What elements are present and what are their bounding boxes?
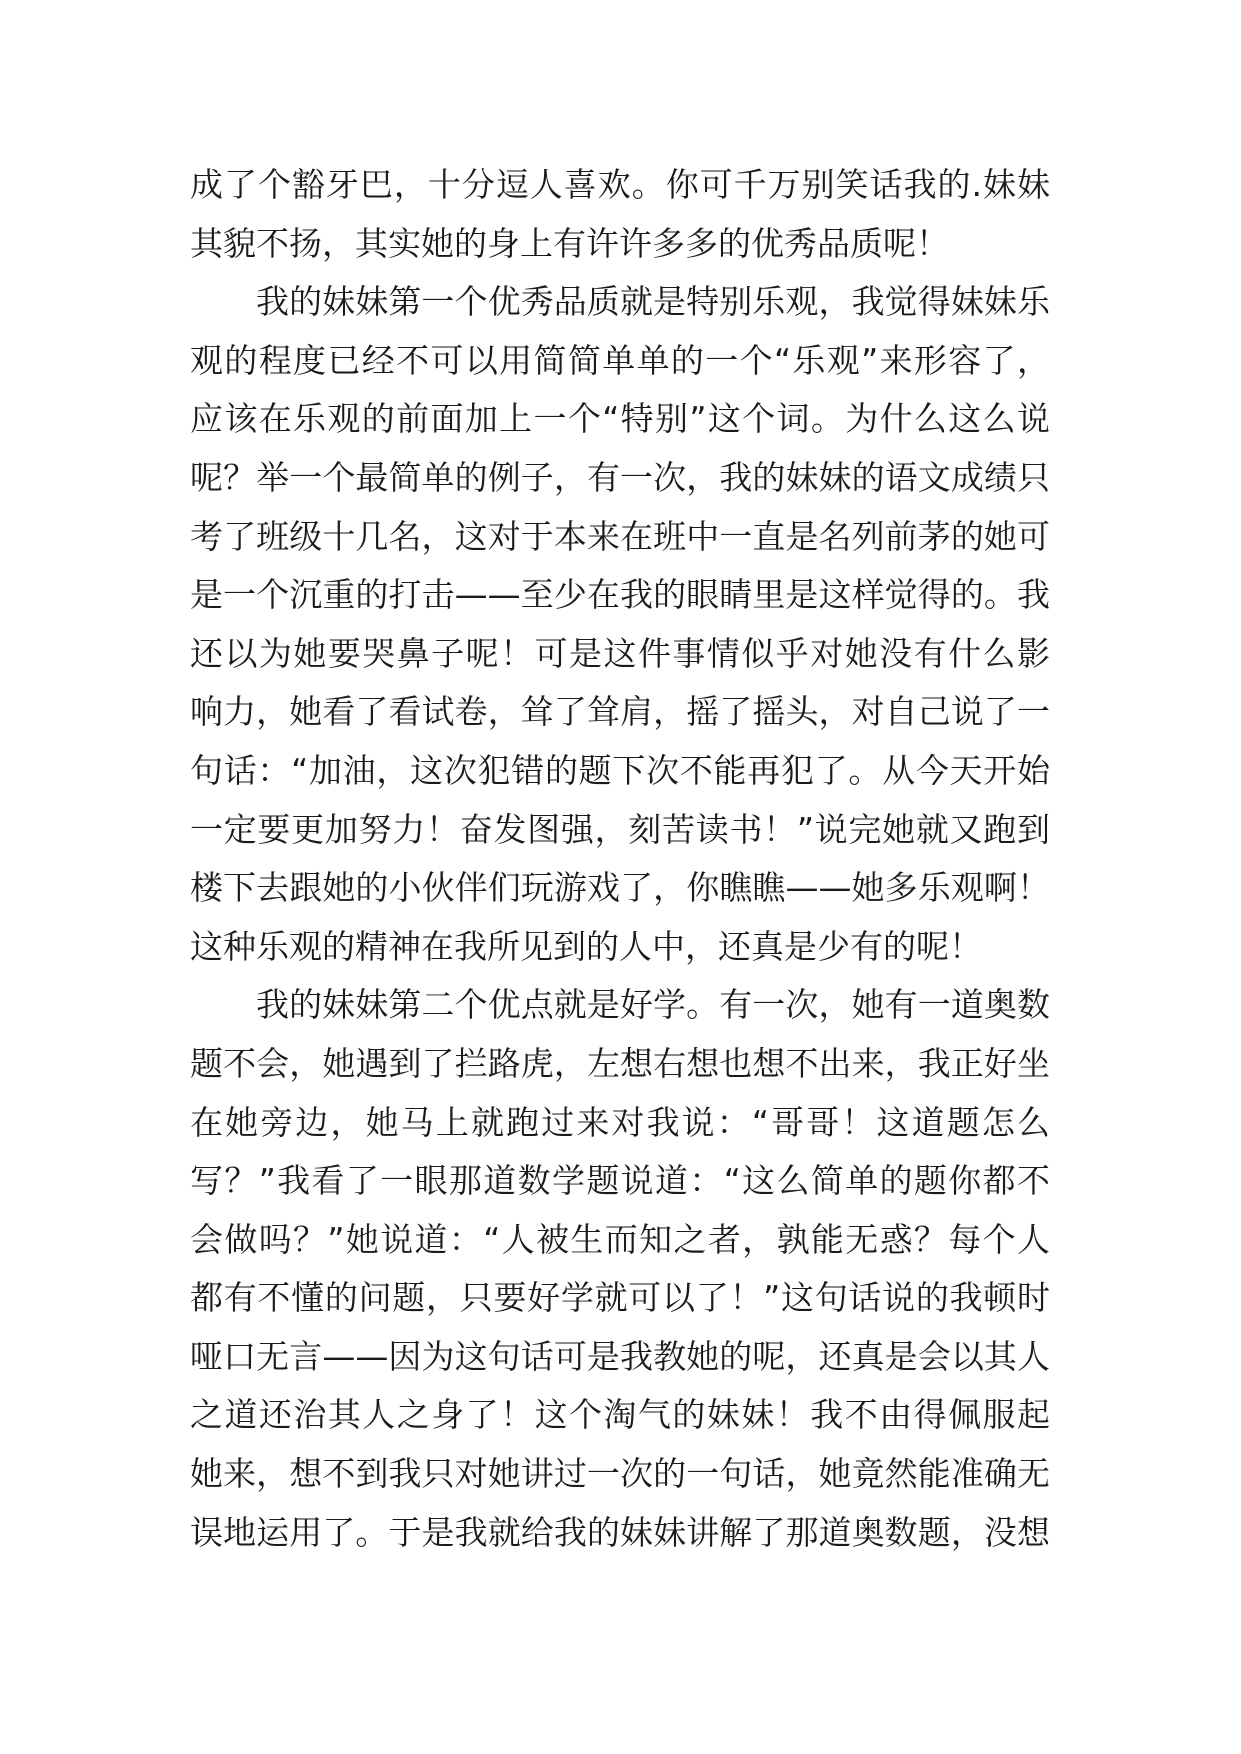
text-line: 误地运用了。于是我就给我的妹妹讲解了那道奥数题，没想 [190, 1512, 1050, 1552]
text-line: 响力，她看了看试卷，耸了耸肩，摇了摇头，对自己说了一 [190, 692, 1050, 732]
text-line: 是一个沉重的打击——至少在我的眼睛里是这样觉得的。我 [190, 575, 1050, 615]
text-line: 楼下去跟她的小伙伴们玩游戏了，你瞧瞧——她多乐观啊！ [190, 868, 1050, 908]
text-line: 哑口无言——因为这句话可是我教她的呢，还真是会以其人 [190, 1336, 1050, 1376]
text-line: 在她旁边，她马上就跑过来对我说：“哥哥！这道题怎么 [190, 1102, 1050, 1142]
text-line: 考了班级十几名，这对于本来在班中一直是名列前茅的她可 [190, 516, 1050, 556]
paragraph-first-line: 我的妹妹第一个优秀品质就是特别乐观，我觉得妹妹乐 [256, 282, 1050, 322]
text-line: 一定要更加努力！奋发图强，刻苦读书！”说完她就又跑到 [190, 809, 1050, 849]
text-line: 句话：“加油，这次犯错的题下次不能再犯了。从今天开始 [190, 750, 1050, 790]
text-line: 呢？举一个最简单的例子，有一次，我的妹妹的语文成绩只 [190, 457, 1050, 497]
text-line: 其貌不扬，其实她的身上有许许多多的优秀品质呢！ [190, 223, 949, 263]
text-line: 之道还治其人之身了！这个淘气的妹妹！我不由得佩服起 [190, 1395, 1050, 1435]
text-line: 应该在乐观的前面加上一个“特别”这个词。为什么这么说 [190, 399, 1050, 439]
text-line: 她来，想不到我只对她讲过一次的一句话，她竟然能准确无 [190, 1454, 1050, 1494]
document-page [190, 156, 1050, 1562]
text-line: 都有不懂的问题，只要好学就可以了！”这句话说的我顿时 [190, 1278, 1050, 1318]
text-line: 这种乐观的精神在我所见到的人中，还真是少有的呢！ [190, 926, 982, 966]
text-line: 观的程度已经不可以用简简单单的一个“乐观”来形容了， [190, 340, 1050, 380]
text-line: 还以为她要哭鼻子呢！可是这件事情似乎对她没有什么影 [190, 633, 1050, 673]
text-line: 写？”我看了一眼那道数学题说道：“这么简单的题你都不 [190, 1161, 1050, 1201]
text-line: 成了个豁牙巴，十分逗人喜欢。你可千万别笑话我的.妹妹 [190, 165, 1050, 204]
text-line: 题不会，她遇到了拦路虎，左想右想也想不出来，我正好坐 [190, 1043, 1050, 1083]
text-line: 会做吗？”她说道：“人被生而知之者，孰能无惑？每个人 [190, 1219, 1050, 1259]
paragraph-first-line: 我的妹妹第二个优点就是好学。有一次，她有一道奥数 [256, 985, 1050, 1025]
